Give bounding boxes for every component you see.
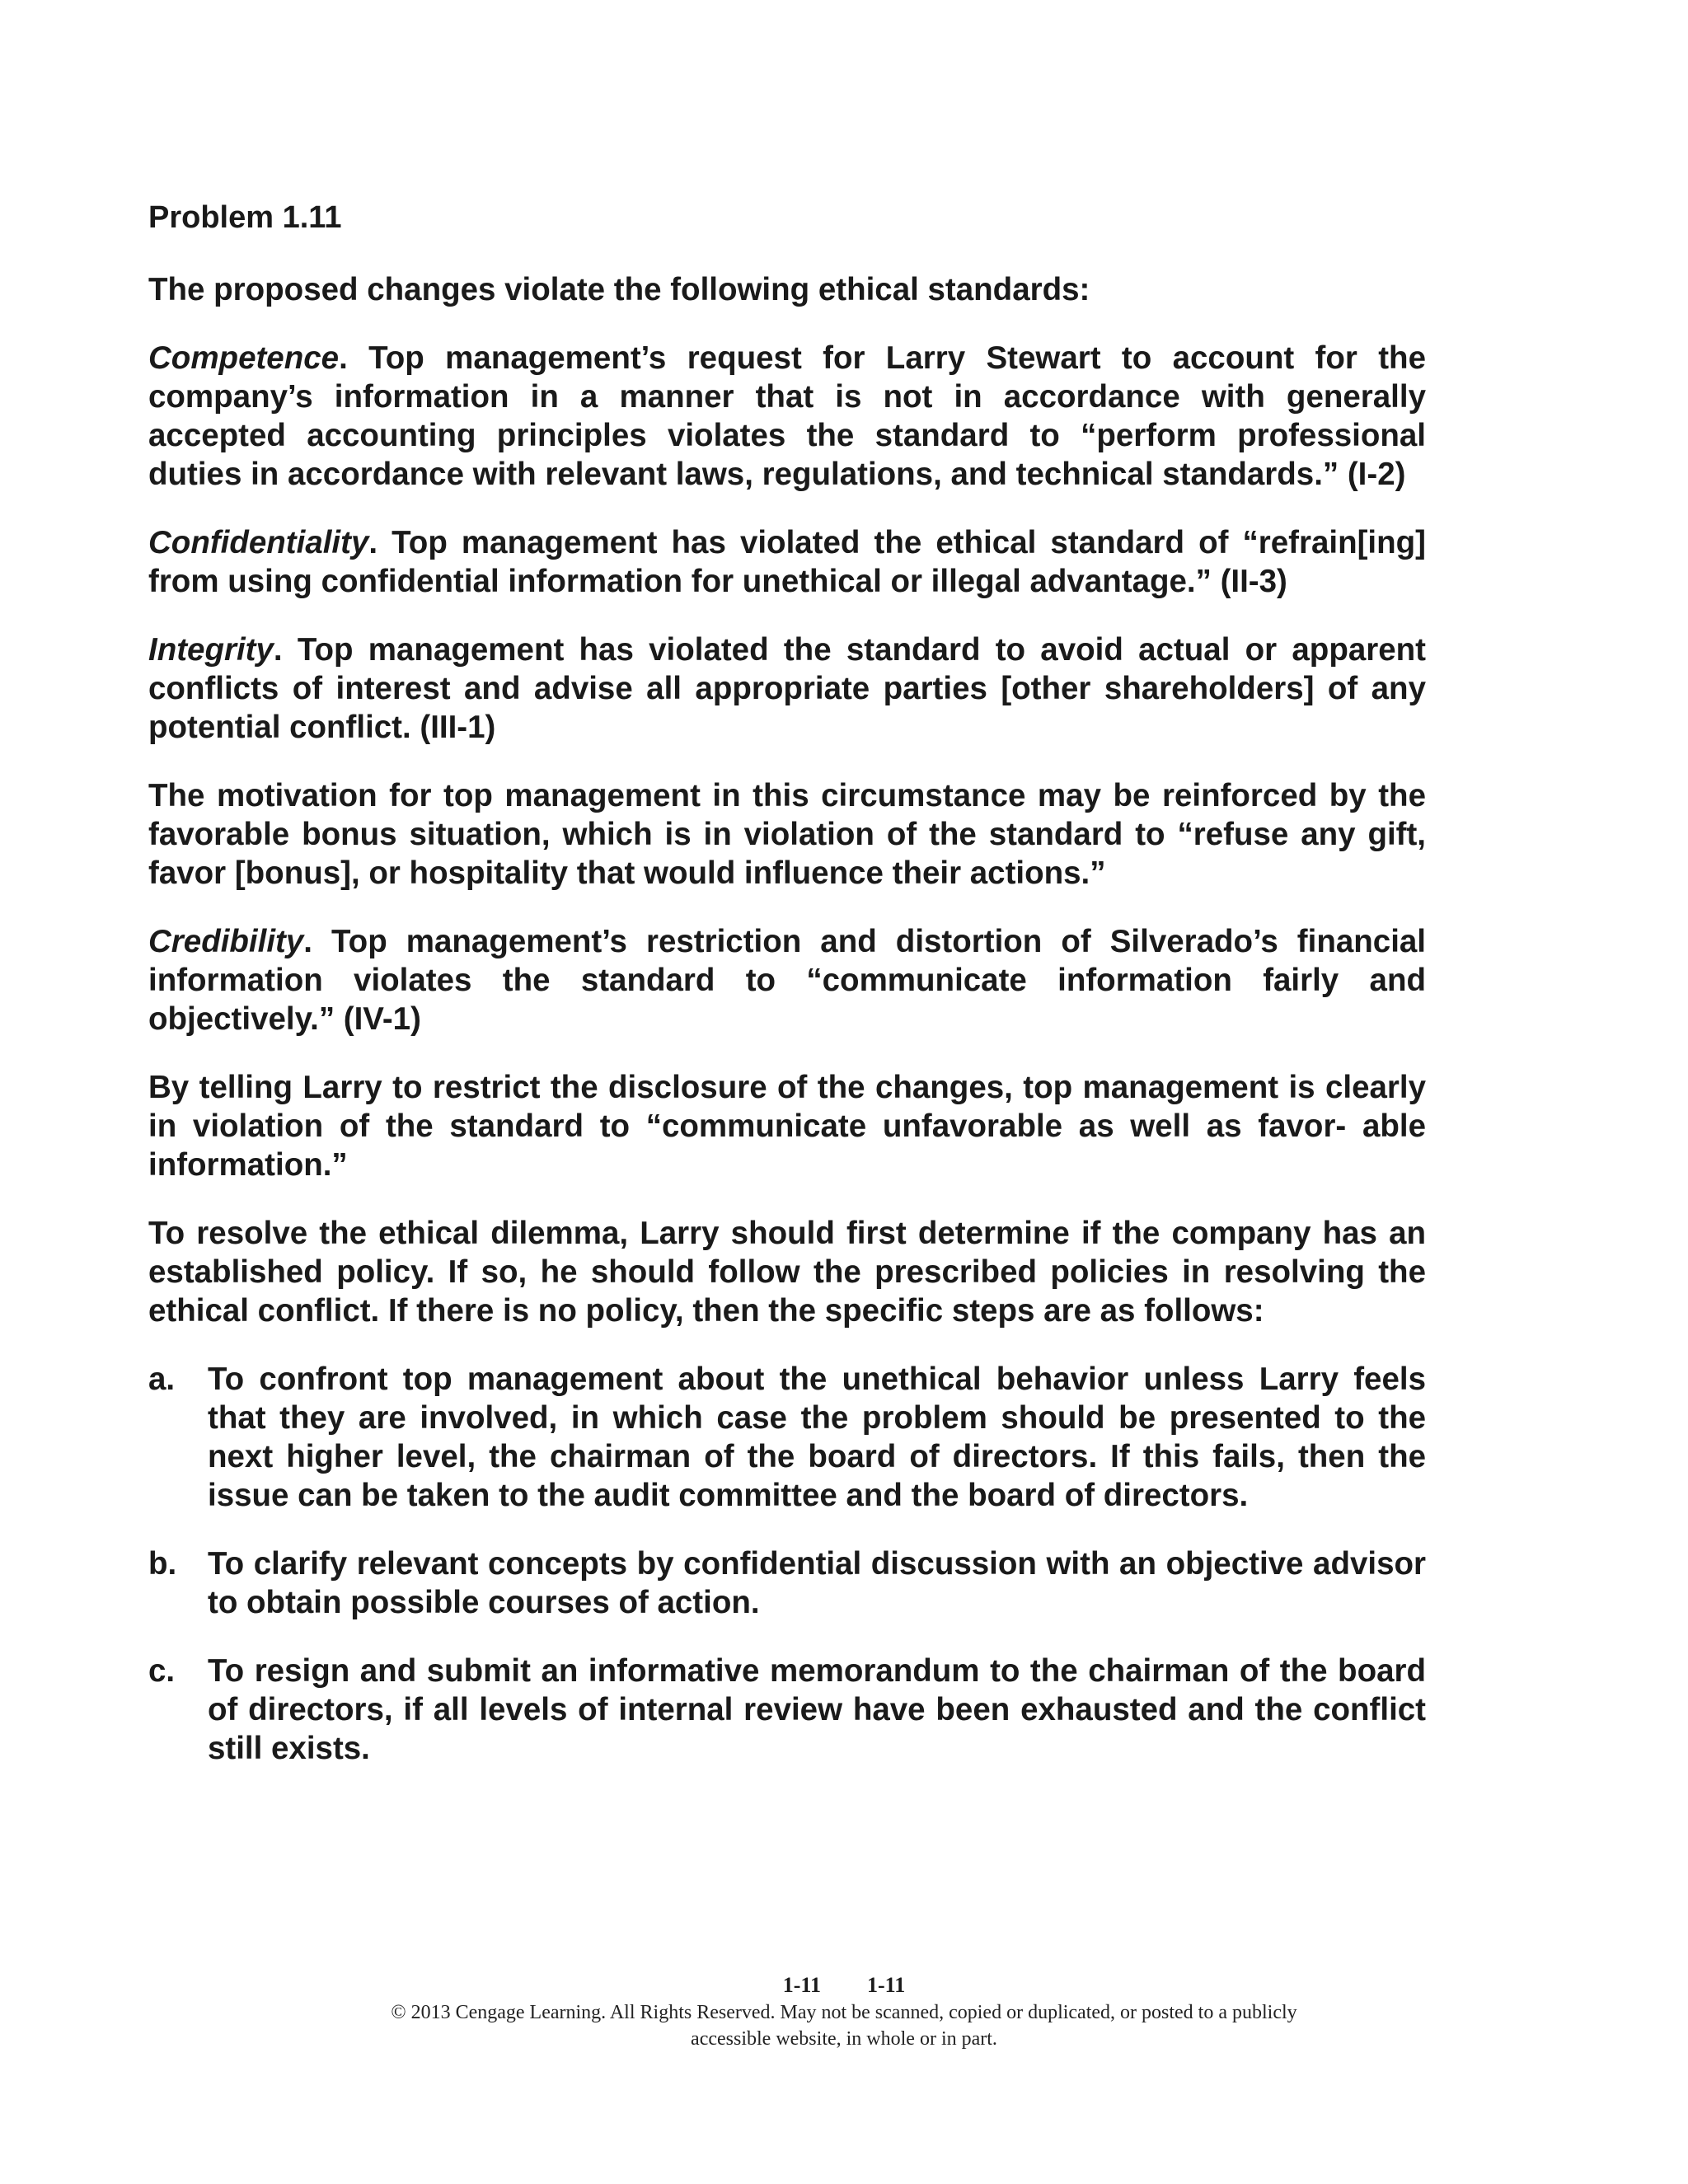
disclosure-paragraph: By telling Larry to restrict the disclosure of the changes, top management is clearly in violation of the standard to “communicate unfavorable as well as favor- able information.”: [148, 1070, 1426, 1183]
list-item: [148, 1360, 1426, 1515]
page-number-b: 1-11: [867, 1973, 906, 1997]
competence-paragraph: [148, 339, 1426, 494]
list-item: [148, 1544, 1426, 1622]
intro-paragraph: The proposed changes violate the following ethical standards:: [148, 272, 1090, 307]
list-item-text: To confront top management about the unethical behavior unless Larry feels that they are involved, in which case the problem should be presented to the next higher level, the chairman of the board of directors. If this fails, then the issue can be taken to the audit committee and the board of directors.: [208, 1361, 1426, 1513]
confidentiality-paragraph: [148, 523, 1426, 601]
page-title: Problem 1.11: [148, 200, 342, 235]
confidentiality-heading: Confidentiality: [148, 525, 369, 560]
list-marker: a.: [148, 1361, 176, 1397]
page-footer: [0, 1971, 1688, 2052]
page-number-a: 1-11: [782, 1973, 821, 1997]
resolve-paragraph: To resolve the ethical dilemma, Larry should first determine if the company has an established policy. If so, he should follow the prescribed policies in resolving the ethical conflict. If there is no policy, then the specific steps are as follows:: [148, 1216, 1426, 1329]
document-page: [148, 198, 1426, 1797]
copyright-notice-line1: © 2013 Cengage Learning. All Rights Reserved. May not be scanned, copied or duplicated, or posted to a publicly: [391, 2002, 1297, 2023]
list-item-text: To resign and submit an informative memorandum to the chairman of the board of directors, if all levels of internal review have been exhausted and the conflict still exists.: [208, 1653, 1426, 1766]
list-item: [148, 1652, 1426, 1768]
steps-list: [148, 1360, 1426, 1768]
credibility-paragraph: [148, 922, 1426, 1038]
list-item-text: To clarify relevant concepts by confidential discussion with an objective advisor to obtain possible courses of action.: [208, 1546, 1426, 1620]
competence-body: . Top management’s request for Larry Stewart to account for the company’s information in a manner that is not in accordance with generally accepted accounting principles violates the standard to “perform professional duties in accordance with relevant laws, regulations, and technical standards.” (I-2): [148, 340, 1426, 492]
copyright-notice-line2: accessible website, in whole or in part.: [691, 2028, 997, 2050]
integrity-body: . Top management has violated the standard to avoid actual or apparent conflicts of interest and advise all appropriate parties [other shareholders] of any potential conflict. (III-1): [148, 632, 1426, 745]
integrity-paragraph: [148, 630, 1426, 747]
credibility-body: . Top management’s restriction and distortion of Silverado’s financial information violates the standard to “communicate information fairly and objectively.” (IV-1): [148, 924, 1426, 1037]
motivation-paragraph: The motivation for top management in this circumstance may be reinforced by the favorable bonus situation, which is in violation of the standard to “refuse any gift, favor [bonus], or hospitality that would influence their actions.”: [148, 778, 1426, 891]
competence-heading: Competence: [148, 340, 340, 376]
page-number: [0, 1971, 1688, 1999]
list-marker: b.: [148, 1546, 177, 1582]
confidentiality-body: . Top management has violated the ethical standard of “refrain[ing] from using confidential information for unethical or illegal advantage.” (II-3): [148, 525, 1426, 599]
list-marker: c.: [148, 1653, 176, 1689]
credibility-heading: Credibility: [148, 924, 304, 959]
integrity-heading: Integrity: [148, 632, 274, 668]
